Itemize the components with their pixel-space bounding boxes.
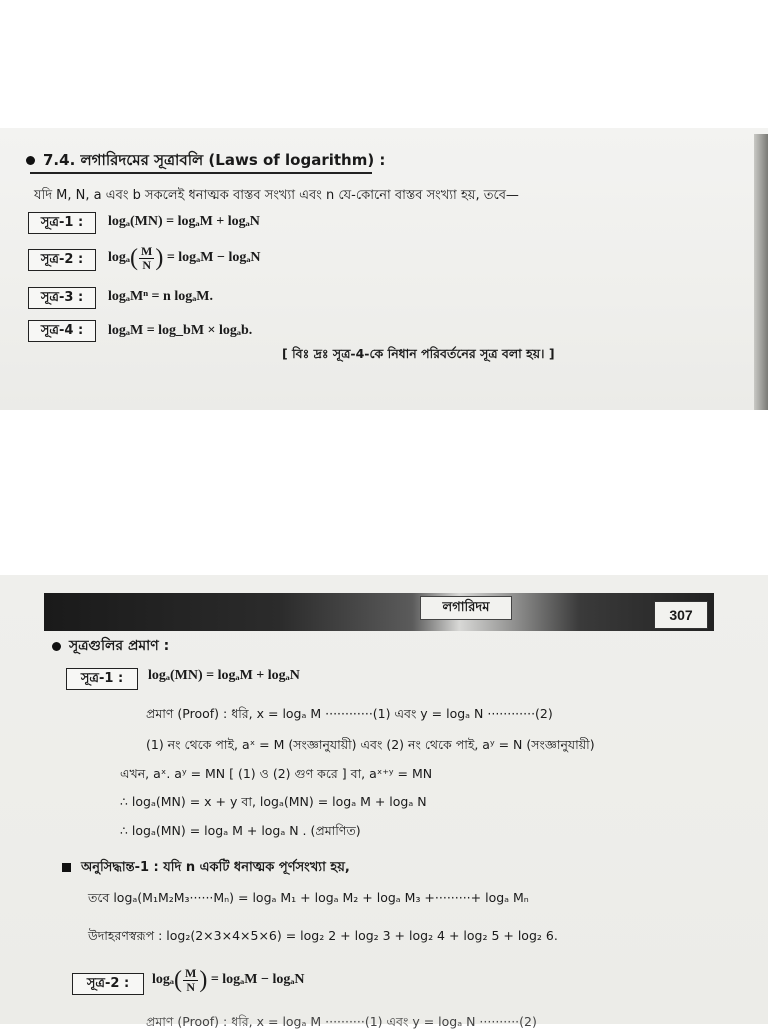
rule-2-formula: logₐ( $\frac{M}{N}$ ) = logₐM − logₐN [108,243,261,272]
rule-3-label: সূত্র-3 : [28,287,96,309]
proof-line-4: ∴ logₐ(MN) = x + y বা, logₐ(MN) = logₐ M + logₐ N [120,794,427,809]
proof-line-1: প্রমাণ (Proof) : ধরি, x = logₐ M ············(1) এবং y = logₐ N ············(2) [146,706,553,721]
rule-4-formula: logₐM = log_bM × logₐb. [108,323,253,338]
page2-rule-2-label: সূত্র-2 : [72,973,144,995]
example-line: উদাহরণস্বরূপ : log₂(2×3×4×5×6) = log₂ 2 + log₂ 3 + log₂ 4 + log₂ 5 + log₂ 6. [88,928,558,943]
proof-line-5: ∴ logₐ(MN) = logₐ M + logₐ N . (প্রমাণিত) [120,823,361,838]
rule-1-label: সূত্র-1 : [28,212,96,234]
proof-heading: সূত্রগুলির প্রমাণ : [52,634,169,658]
proof-line-3: এখন, aˣ. aʸ = MN [ (1) ও (2) গুণ করে ] বা, aˣ⁺ʸ = MN [120,766,433,781]
section-title: 7.4. লগারিদমের সূত্রাবলি (Laws of logarithm) : [26,149,385,174]
rule-1-formula: logₐ(MN) = logₐM + logₐN [108,214,260,229]
bullet-icon [26,156,35,165]
section-underline [30,172,372,174]
page2-rule-1-label: সূত্র-1 : [66,668,138,690]
corollary-heading: অনুসিদ্ধান্ত-1 : যদি n একটি ধনাত্মক পূর্ণসংখ্যা হয়, [62,858,350,879]
page-edge-shadow [754,134,768,410]
rule-4-note: [ বিঃ দ্রঃ সূত্র-4-কে নিধান পরিবর্তনের সূত্র বলা হয়। ] [282,346,555,361]
proof-cut-line: প্রমাণ (Proof) : ধরি, x = logₐ M ··········(1) এবং y = logₐ N ··········(2) [146,1014,537,1029]
rule-2-label: সূত্র-2 : [28,249,96,271]
page2-rule-2-formula: logₐ( $\frac{M}{N}$ ) = logₐM − logₐN [152,965,305,994]
proof-line-2: (1) নং থেকে পাই, aˣ = M (সংজ্ঞানুযায়ী) এবং (2) নং থেকে পাই, aʸ = N (সংজ্ঞানুযায়ী) [146,737,595,752]
bullet-icon [52,642,61,651]
page2-rule-2-fraction: $\frac{M}{N}$ [184,965,197,994]
page-number: 307 [654,601,708,629]
corollary-formula: তবে logₐ(M₁M₂M₃······Mₙ) = logₐ M₁ + logₐ M₂ + logₐ M₃ +·········+ logₐ Mₙ [88,890,529,905]
square-bullet-icon [62,863,71,872]
page2-rule-1-formula: logₐ(MN) = logₐM + logₐN [148,668,300,683]
chapter-header-bar [44,593,714,631]
chapter-header-title: লগারিদম [420,596,512,620]
rule-2-fraction: $\frac{M}{N}$ [140,243,153,272]
rule-4-label: সূত্র-4 : [28,320,96,342]
intro-text: যদি M, N, a এবং b সকলেই ধনাত্মক বাস্তব সংখ্যা এবং n যে-কোনো বাস্তব সংখ্যা হয়, তবে— [34,188,519,203]
rule-3-formula: logₐMⁿ = n logₐM. [108,289,214,304]
